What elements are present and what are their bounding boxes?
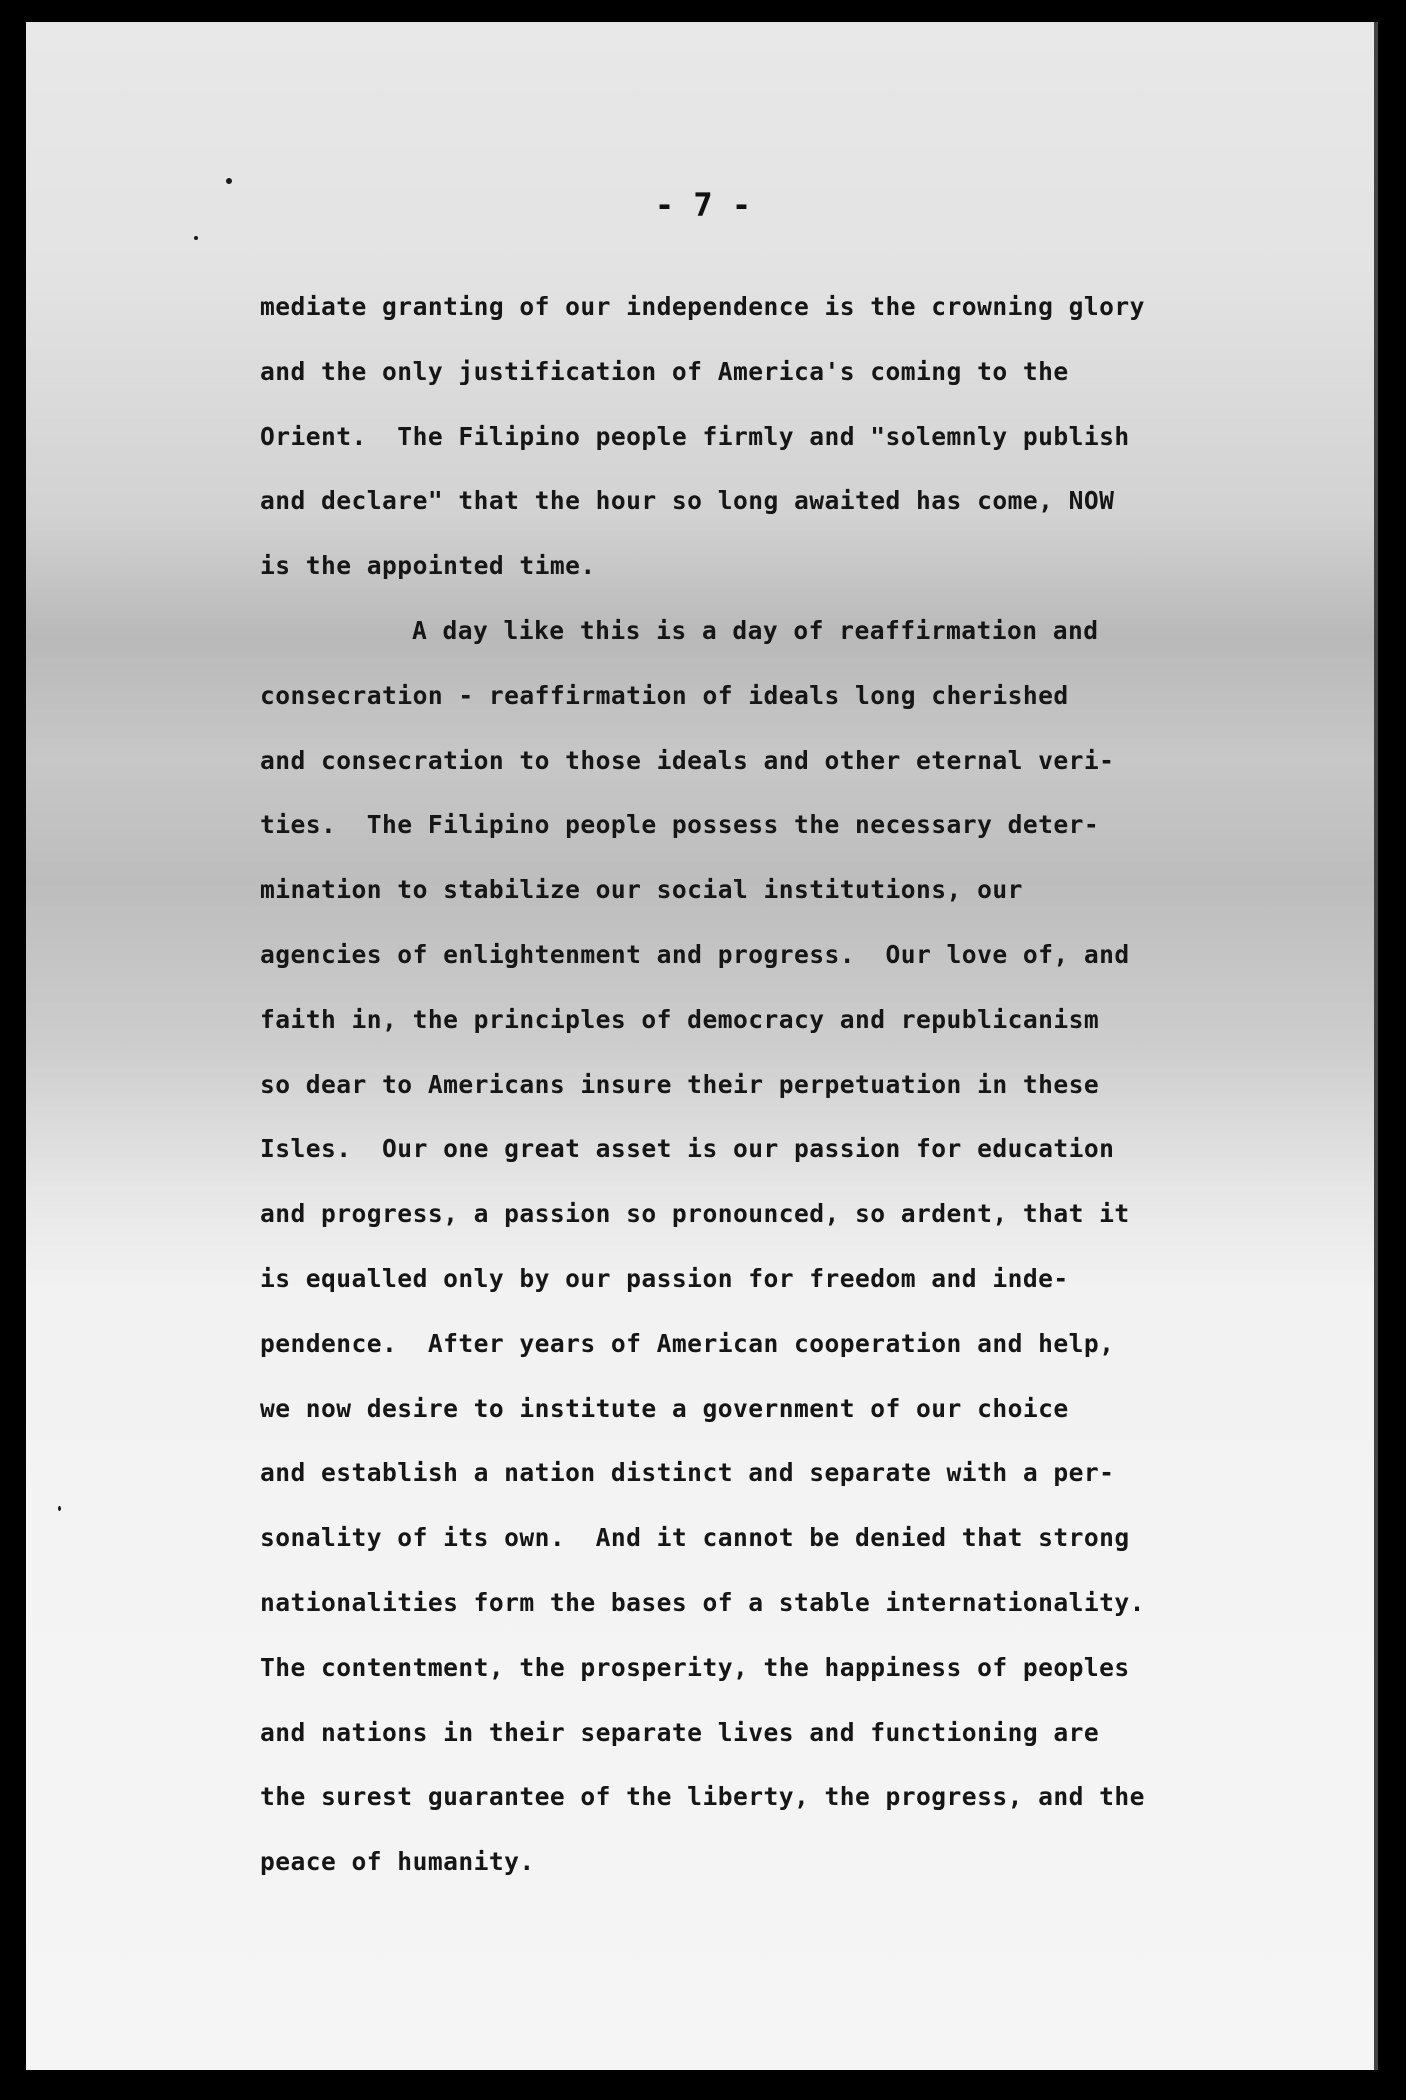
text-line: mination to stabilize our social institutions, our <box>260 875 1023 905</box>
text-line: and progress, a passion so pronounced, so ardent, that it <box>260 1199 1130 1229</box>
text-line: and declare" that the hour so long awaited has come, NOW <box>260 486 1115 516</box>
document-body <box>260 288 1260 1908</box>
scan-speck <box>58 1506 61 1511</box>
text-line: Orient. The Filipino people firmly and "solemnly publish <box>260 421 1130 451</box>
text-line: consecration - reaffirmation of ideals long cherished <box>260 680 1069 710</box>
text-line: and consecration to those ideals and other eternal veri- <box>260 745 1115 775</box>
text-line: faith in, the principles of democracy and republicanism <box>260 1004 1100 1034</box>
scan-speck <box>194 236 198 240</box>
text-line: and establish a nation distinct and separate with a per- <box>260 1458 1115 1488</box>
text-line: is equalled only by our passion for freedom and inde- <box>260 1263 1069 1293</box>
text-line: Isles. Our one great asset is our passion for education <box>260 1134 1115 1164</box>
page-number: - 7 - <box>654 186 752 224</box>
scan-speck <box>226 178 232 184</box>
text-line: sonality of its own. And it cannot be denied that strong <box>260 1523 1130 1553</box>
text-line: pendence. After years of American cooperation and help, <box>260 1328 1115 1358</box>
text-line: and nations in their separate lives and functioning are <box>260 1717 1100 1747</box>
text-line: we now desire to institute a government of our choice <box>260 1393 1069 1423</box>
paragraph-first-line: A day like this is a day of reaffirmation and <box>412 615 1099 645</box>
text-line: mediate granting of our independence is the crowning glory <box>260 292 1145 321</box>
text-line: agencies of enlightenment and progress. Our love of, and <box>260 939 1130 969</box>
text-line: peace of humanity. <box>260 1847 535 1877</box>
text-line: ties. The Filipino people possess the necessary deter- <box>260 810 1100 840</box>
text-line: the surest guarantee of the liberty, the progress, and the <box>260 1782 1145 1812</box>
text-line: The contentment, the prosperity, the happiness of peoples <box>260 1652 1130 1682</box>
text-line: so dear to Americans insure their perpetuation in these <box>260 1069 1100 1099</box>
text-line: is the appointed time. <box>260 551 596 581</box>
text-line: nationalities form the bases of a stable internationality. <box>260 1587 1145 1617</box>
text-line: and the only justification of America's coming to the <box>260 356 1069 386</box>
